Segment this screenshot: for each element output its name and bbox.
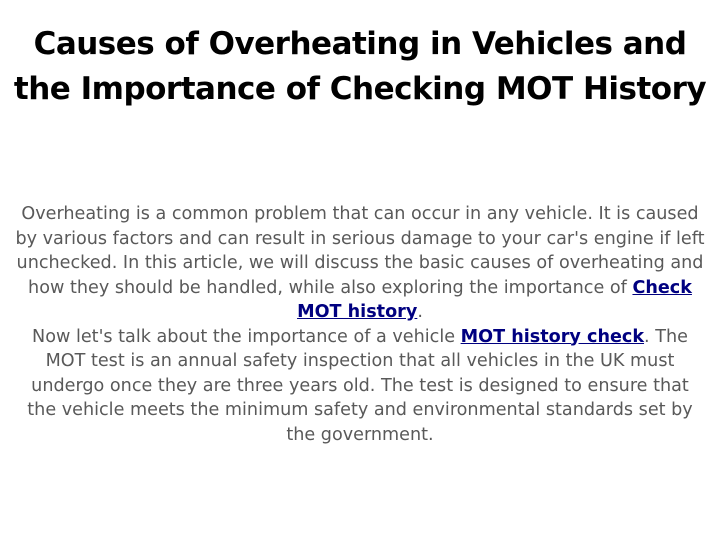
body-text — [14, 202, 706, 447]
paragraph-text: Now let's talk about the importance of a vehicle — [32, 326, 461, 347]
paragraph-text: Overheating is a common problem that can occur in any vehicle. It is caused by various factors and can result in serious damage to your car's engine if left unchecked. In this article, we will discuss the basic causes of overheating and how they should be handled, while also exploring the importance of — [15, 204, 705, 298]
paragraph-mot-check — [14, 325, 706, 448]
check-mot-history-link[interactable]: Check MOT history — [297, 277, 692, 322]
mot-history-check-link[interactable]: MOT history check — [460, 326, 645, 347]
paragraph-text-end: . — [417, 302, 423, 322]
paragraph-text-end: . The MOT test is an annual safety inspection that all vehicles in the UK must undergo once they are three years old. The test is designed to ensure that the vehicle meets the minimum safety and environmental standards set by the government. — [27, 326, 693, 445]
paragraph-overheating — [14, 202, 706, 325]
page-title: Causes of Overheating in Vehicles and the Importance of Checking MOT History — [13, 26, 707, 107]
